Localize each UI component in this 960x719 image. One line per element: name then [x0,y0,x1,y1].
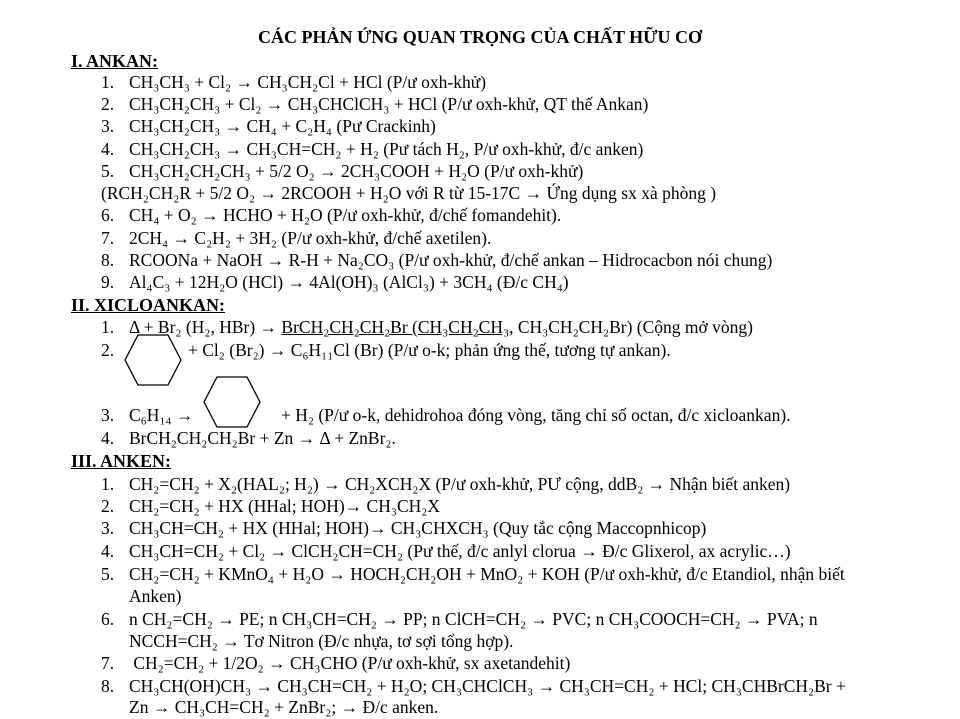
ankan-line-5-note: (RCH₂CH₂R + 5/2 O₂ → 2RCOOH + H₂O với R từ 15-17C → Ứng dụng sx xà phòng ) [101,183,717,203]
anken-line-5 [101,564,845,585]
line-number: 5. [101,564,115,584]
line-number: 2. [101,94,115,114]
reaction-text-underlined: BrCH₂CH₂CH₂Br (CH₃CH₂CH₃, [281,317,514,337]
reaction-text: CH₃CH₂CH₃ → CH₄ + C₂H₄ (Pư Crackinh) [129,116,436,136]
reaction-text: CH₂=CH₂ + KMnO₄ + H₂O → HOCH₂CH₂OH + MnO₂ + KOH (P/ư oxh-khử, đ/c Etandiol, nhận biết [129,564,845,584]
reaction-text: CH₃CH₃ + Cl₂ → CH₃CH₂Cl + HCl (P/ư oxh-khử) [129,72,487,92]
line-number: 4. [101,139,115,159]
anken-line-8 [101,676,846,697]
reaction-text: n CH₂=CH₂ → PE; n CH₃CH=CH₂ → PP; n ClCH=CH₂ → PVC; n CH₃COOCH=CH₂ → PVA; n [129,609,818,629]
ankan-line-7 [101,228,491,249]
line-number: 1. [101,474,115,494]
reaction-text: BrCH₂CH₂CH₂Br + Zn → Δ + ZnBr₂. [129,428,396,448]
section-heading-anken: III. ANKEN: [71,451,172,471]
line-number: 9. [101,272,115,292]
ankan-line-1 [101,72,486,93]
reaction-text: CH₃CH=CH₂ + Cl₂ → ClCH₂CH=CH₂ (Pư thế, đ/c anlyl clorua → Đ/c Glixerol, ax acrylic…) [129,541,791,561]
reaction-text: CH₃CH(OH)CH₃ → CH₃CH=CH₂ + H₂O; CH₃CHClCH₃ → CH₃CH=CH₂ + HCl; CH₃CHBrCH₂Br + [129,676,846,696]
reaction-text: CH₃CH₂CH₃ + Cl₂ → CH₃CHClCH₃ + HCl (P/ư oxh-khử, QT thế Ankan) [129,94,649,114]
reaction-text: Al₄C₃ + 12H₂O (HCl) → 4Al(OH)₃ (AlCl₃) + 3CH₄ (Đ/c CH₄) [129,272,569,292]
xicloankan-line-3-text: + H₂ (P/ư o-k, dehidrohoa đóng vòng, tăng chỉ số octan, đ/c xicloankan). [281,405,791,425]
line-number: 6. [101,205,115,225]
line-number: 4. [101,541,115,561]
anken-line-7 [101,653,570,674]
line-number: 1. [101,317,115,337]
anken-line-2 [101,496,440,517]
ankan-line-3 [101,116,436,137]
xicloankan-line-1 [101,317,753,338]
line-number: 5. [101,161,115,181]
line-number: 8. [101,676,115,696]
reaction-text: CH₂=CH₂ + 1/2O₂ → CH₃CHO (P/ư oxh-khử, sx axetandehit) [129,653,571,673]
anken-line-6-cont: NCCH=CH₂ → Tơ Nitron (Đ/c nhựa, tơ sợi tổng hợp). [129,631,514,651]
reaction-text-post: CH₃CH₂CH₂Br) (Cộng mở vòng) [513,317,753,337]
line-number: 4. [101,428,115,448]
line-number: 7. [101,653,115,673]
reaction-reactant: C₆H₁₄ → [129,405,194,425]
anken-line-8-cont: Zn → CH₃CH=CH₂ + ZnBr₂; → Đ/c anken. [129,697,439,717]
reaction-text: CH₄ + O₂ → HCHO + H₂O (P/ư oxh-khử, đ/chế fomandehit). [129,205,562,225]
ankan-line-4 [101,139,643,160]
line-number: 6. [101,609,115,629]
anken-line-5-cont: Anken) [129,586,182,606]
anken-line-1 [101,474,790,495]
reaction-text: CH₃CH₂CH₂CH₃ + 5/2 O₂ → 2CH₃COOH + H₂O (P/ư oxh-khử) [129,161,584,181]
reaction-text-pre: Δ + Br₂ (H₂, HBr) → [129,317,282,337]
line-number: 3. [101,518,115,538]
ankan-line-2 [101,94,648,115]
reaction-text: CH₂=CH₂ + HX (HHal; HOH)→ CH₃CH₂X [129,496,441,516]
cyclohexane-ring-icon [203,376,261,428]
line-number: 2. [101,340,115,360]
line-number: 3. [101,405,115,425]
line-number: 8. [101,250,115,270]
ankan-line-9 [101,272,569,293]
line-number: 1. [101,72,115,92]
ankan-line-5 [101,161,583,182]
line-number: 7. [101,228,115,248]
xicloankan-line-4 [101,428,396,449]
anken-line-6 [101,609,818,630]
anken-line-4 [101,541,791,562]
reaction-text: 2CH₄ → C₂H₂ + 3H₂ (P/ư oxh-khử, đ/chế axetilen). [129,228,492,248]
section-heading-xicloankan: II. XICLOANKAN: [71,295,226,315]
cyclohexane-ring-icon [124,334,182,386]
ankan-line-6 [101,205,561,226]
reaction-text: CH₂=CH₂ + X₂(HAL₂; H₂) → CH₂XCH₂X (P/ư oxh-khử, PƯ cộng, ddB₂ → Nhận biết anken) [129,474,791,494]
ankan-line-8 [101,250,772,271]
page-title: CÁC PHẢN ỨNG QUAN TRỌNG CỦA CHẤT HỮU CƠ [257,27,702,47]
reaction-text: CH₃CH=CH₂ + HX (HHal; HOH)→ CH₃CHXCH₃ (Quy tắc cộng Maccopnhicop) [129,518,707,538]
xicloankan-line-3 [101,405,194,426]
reaction-text: CH₃CH₂CH₃ → CH₃CH=CH₂ + H₂ (Pư tách H₂, P/ư oxh-khử, đ/c anken) [129,139,644,159]
line-number: 2. [101,496,115,516]
line-number: 3. [101,116,115,136]
reaction-text: RCOONa + NaOH → R-H + Na₂CO₃ (P/ư oxh-khử, đ/chế ankan – Hidrocacbon nói chung) [129,250,773,270]
xicloankan-line-2-text: + Cl₂ (Br₂) → C₆H₁₁Cl (Br) (P/ư o-k; phản ứng thế, tương tự ankan). [188,340,671,360]
section-heading-ankan: I. ANKAN: [71,51,159,71]
anken-line-3 [101,518,706,539]
